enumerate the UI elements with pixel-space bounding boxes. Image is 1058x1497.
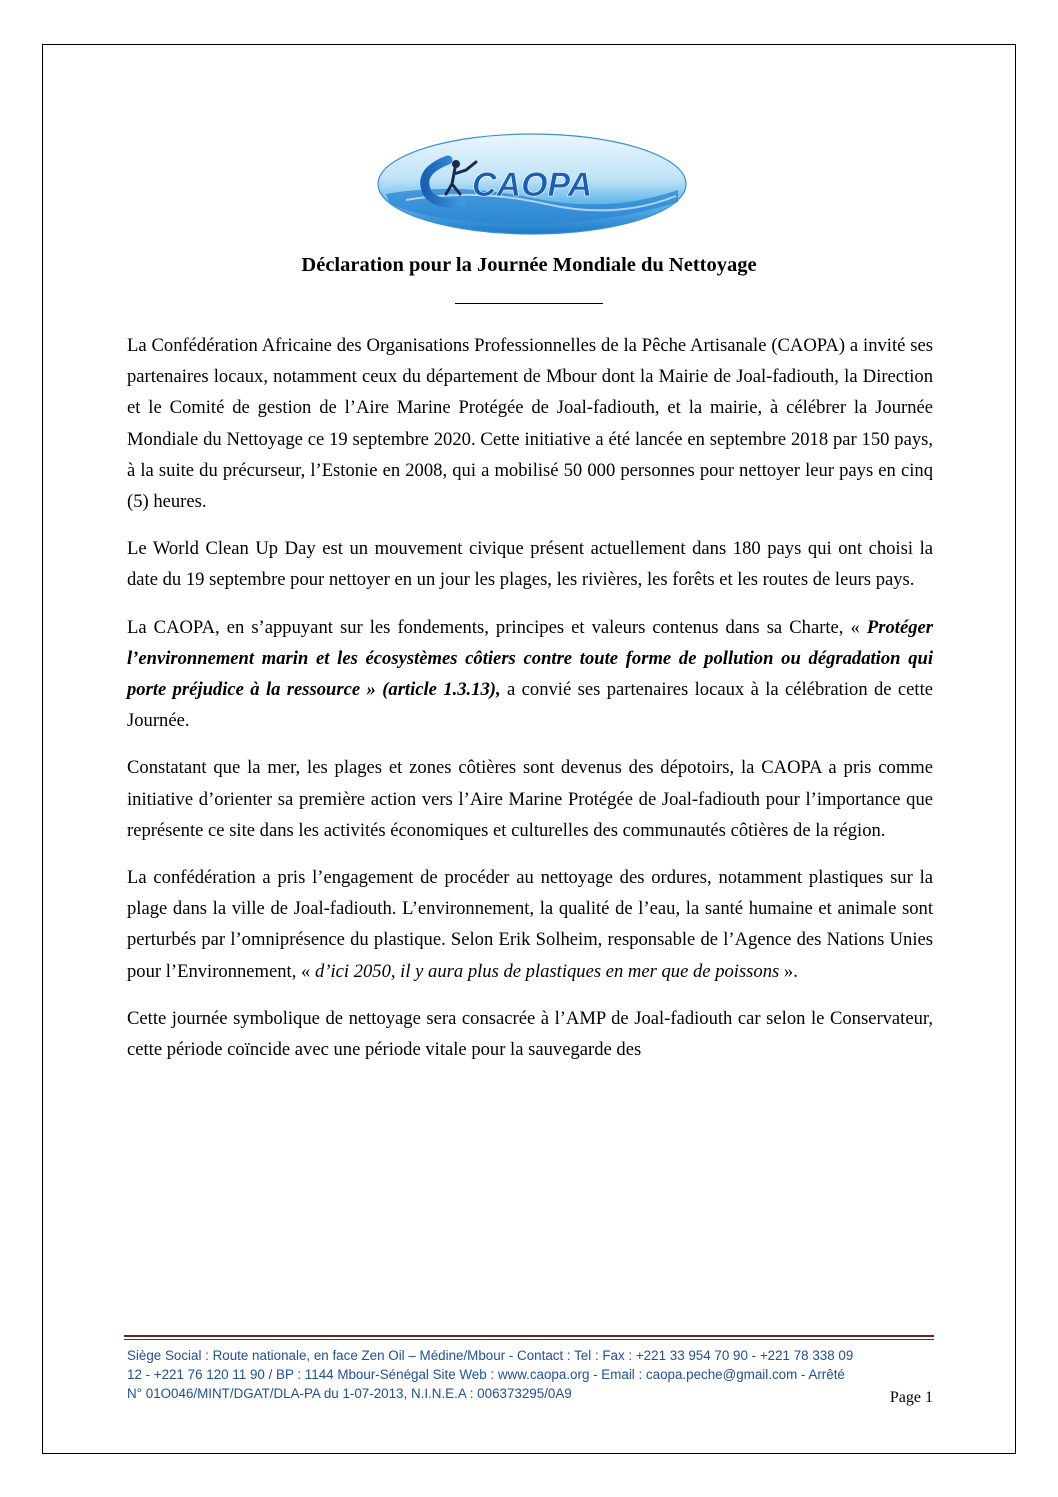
paragraph-3 — [127, 612, 933, 737]
document-body — [127, 330, 933, 1081]
footer-line-2: 12 - +221 76 120 11 90 / BP : 1144 Mbour-Sénégal Site Web : www.caopa.org - Email : caopa.peche@gmail.com - Arrêté — [127, 1367, 845, 1382]
document-title: Déclaration pour la Journée Mondiale du Nettoyage — [301, 254, 757, 276]
solheim-quote: d’ici 2050, il y aura plus de plastiques en mer que de poissons — [314, 960, 780, 982]
footer-line-3: N° 01O046/MINT/DGAT/DLA-PA du 1-07-2013, N.I.N.E.A : 006373295/0A9 — [127, 1386, 572, 1401]
paragraph-5 — [127, 862, 933, 987]
paragraph-6: Cette journée symbolique de nettoyage sera consacrée à l’AMP de Joal-fadiouth car selon le Conservateur, cette période coïncide avec une période vitale pour la sauvegarde des — [127, 1007, 933, 1061]
paragraph-1: La Confédération Africaine des Organisations Professionnelles de la Pêche Artisanale (CAOPA) a invité ses partenaires locaux, notamment ceux du département de Mbour dont la Mairie de Joal-fadiouth, la Direction et le Comité de gestion de l’Aire Marine Protégée de Joal-fadiouth, et la mairie, à célébrer la Journée Mondiale du Nettoyage ce 19 septembre 2020. Cette initiative a été lancée en septembre 2018 par 150 pays, à la suite du précurseur, l’Estonie en 2008, qui a mobilisé 50 000 personnes pour nettoyer leur pays en cinq (5) heures. — [127, 335, 933, 513]
charter-quote: Protéger l’environnement marin et les écosystèmes côtiers contre toute forme de pollution ou dégradation qui porte préjudice à la ressource — [127, 616, 933, 701]
footer-line-1: Siège Social : Route nationale, en face Zen Oil – Médine/Mbour - Contact : Tel : Fax : +221 33 954 70 90 - +221 78 338 09 — [127, 1348, 854, 1363]
page-number: Page 1 — [889, 1389, 933, 1406]
footer-divider-thin — [124, 1339, 934, 1340]
paragraph-3-end: a convié ses partenaires locaux à la célébration de cette Journée. — [127, 679, 934, 732]
paragraph-4: Constatant que la mer, les plages et zones côtières sont devenus des dépotoirs, la CAOPA a pris comme initiative d’orienter sa première action vers l’Aire Marine Protégée de Joal-fadiouth pour l’importance que représente ce site dans les activités économiques et culturelles des communautés côtières de la région. — [127, 757, 933, 841]
paragraph-5-end: ». — [779, 960, 798, 982]
paragraph-3-intro: La CAOPA, en s’appuyant sur les fondements, principes et valeurs contenus dans sa Charte, « — [127, 616, 867, 638]
footer-contact — [127, 1346, 933, 1403]
paragraph-5-text: La confédération a pris l’engagement de procéder au nettoyage des ordures, notamment plastiques sur la plage dans la ville de Joal-fadiouth. L’environnement, la qualité de l’eau, la santé humaine et animale sont perturbés par l’omniprésence du plastique. Selon Erik Solheim, responsable de l’Agence des Nations Unies pour l’Environnement, « — [127, 867, 933, 982]
fisherman-logo-icon — [376, 132, 688, 236]
footer-divider — [124, 1335, 934, 1337]
caopa-logo — [376, 132, 688, 236]
charter-reference: » (article 1.3.13), — [360, 679, 501, 701]
paragraph-2: Le World Clean Up Day est un mouvement civique présent actuellement dans 180 pays qui ont choisi la date du 19 septembre pour nettoyer en un jour les plages, les rivières, les forêts et les routes de leurs pays. — [127, 538, 933, 591]
logo-text: CAOPA — [472, 166, 593, 204]
title-underline — [455, 303, 603, 304]
